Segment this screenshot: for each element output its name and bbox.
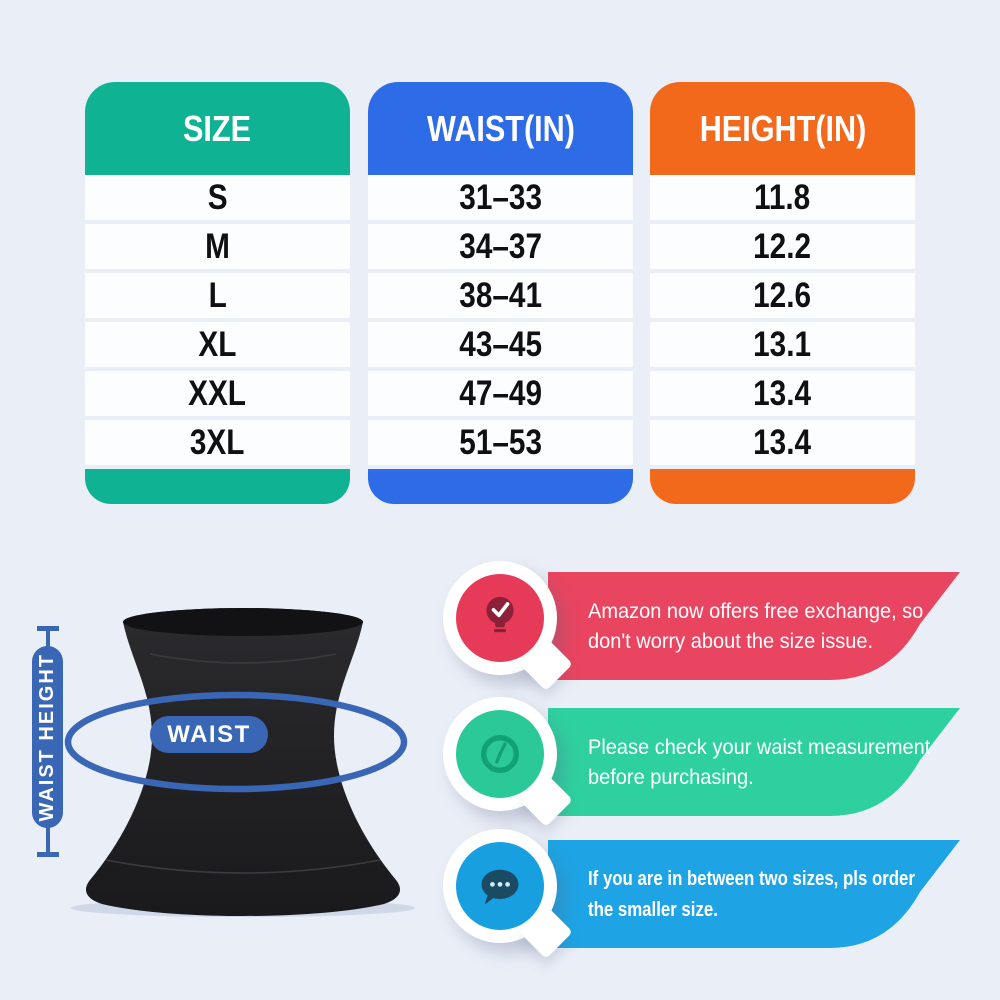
callout-badge [443,561,557,675]
waist-trainer-illustration [18,588,450,924]
table-cell: 13.1 [650,322,915,367]
table-cell: S [85,175,350,220]
table-cell: 47–49 [368,371,633,416]
table-cell: 43–45 [368,322,633,367]
waist-height-pill [32,646,63,828]
callout-badge [443,829,557,943]
badge-circle [456,574,544,662]
table-cell: 12.6 [650,273,915,318]
table-cell: 3XL [85,420,350,465]
table-cell: 13.4 [650,420,915,465]
size-column-header [85,82,350,175]
waist-column-header [368,82,633,175]
clock-icon [474,728,526,780]
size-header-label: SIZE [183,108,252,149]
lightbulb-check-icon [474,592,526,644]
callout-badge [443,697,557,811]
waist-label-pill [150,716,268,753]
callout-text: If you are in between two sizes, pls order the smaller size. [588,867,915,921]
size-column [85,82,350,504]
table-cell: 51–53 [368,420,633,465]
table-cell: XL [85,322,350,367]
callout-free-exchange [440,556,970,706]
trainer-opening [123,608,363,636]
table-cell: 11.8 [650,175,915,220]
height-column [650,82,915,504]
waist-label: WAIST [167,720,251,748]
badge-circle [456,710,544,798]
table-cell: 34–37 [368,224,633,269]
table-cell: L [85,273,350,318]
callout-text: Please check your waist measurement before purchasing. [588,735,931,789]
height-column-footer [650,469,915,504]
table-cell: 31–33 [368,175,633,220]
callout-text: Amazon now offers free exchange, so don't worry about the size issue. [588,599,924,653]
waist-column-footer [368,469,633,504]
table-cell: M [85,224,350,269]
height-column-header [650,82,915,175]
table-cell: 12.2 [650,224,915,269]
size-column-footer [85,469,350,504]
waist-height-label: WAIST HEIGHT [36,652,58,822]
waist-column [368,82,633,504]
height-measure-bottom-cap [37,852,59,857]
callout-between-sizes [440,824,970,974]
table-cell: 38–41 [368,273,633,318]
badge-circle [456,842,544,930]
callout-check-measurement [440,692,970,842]
table-cell: 13.4 [650,371,915,416]
waist-header-label: WAIST(IN) [426,108,575,149]
height-measure-bottom-line [46,824,50,854]
height-header-label: HEIGHT(IN) [699,108,866,149]
chat-dots-icon [474,860,526,912]
table-cell: XXL [85,371,350,416]
trainer-body [86,608,400,916]
